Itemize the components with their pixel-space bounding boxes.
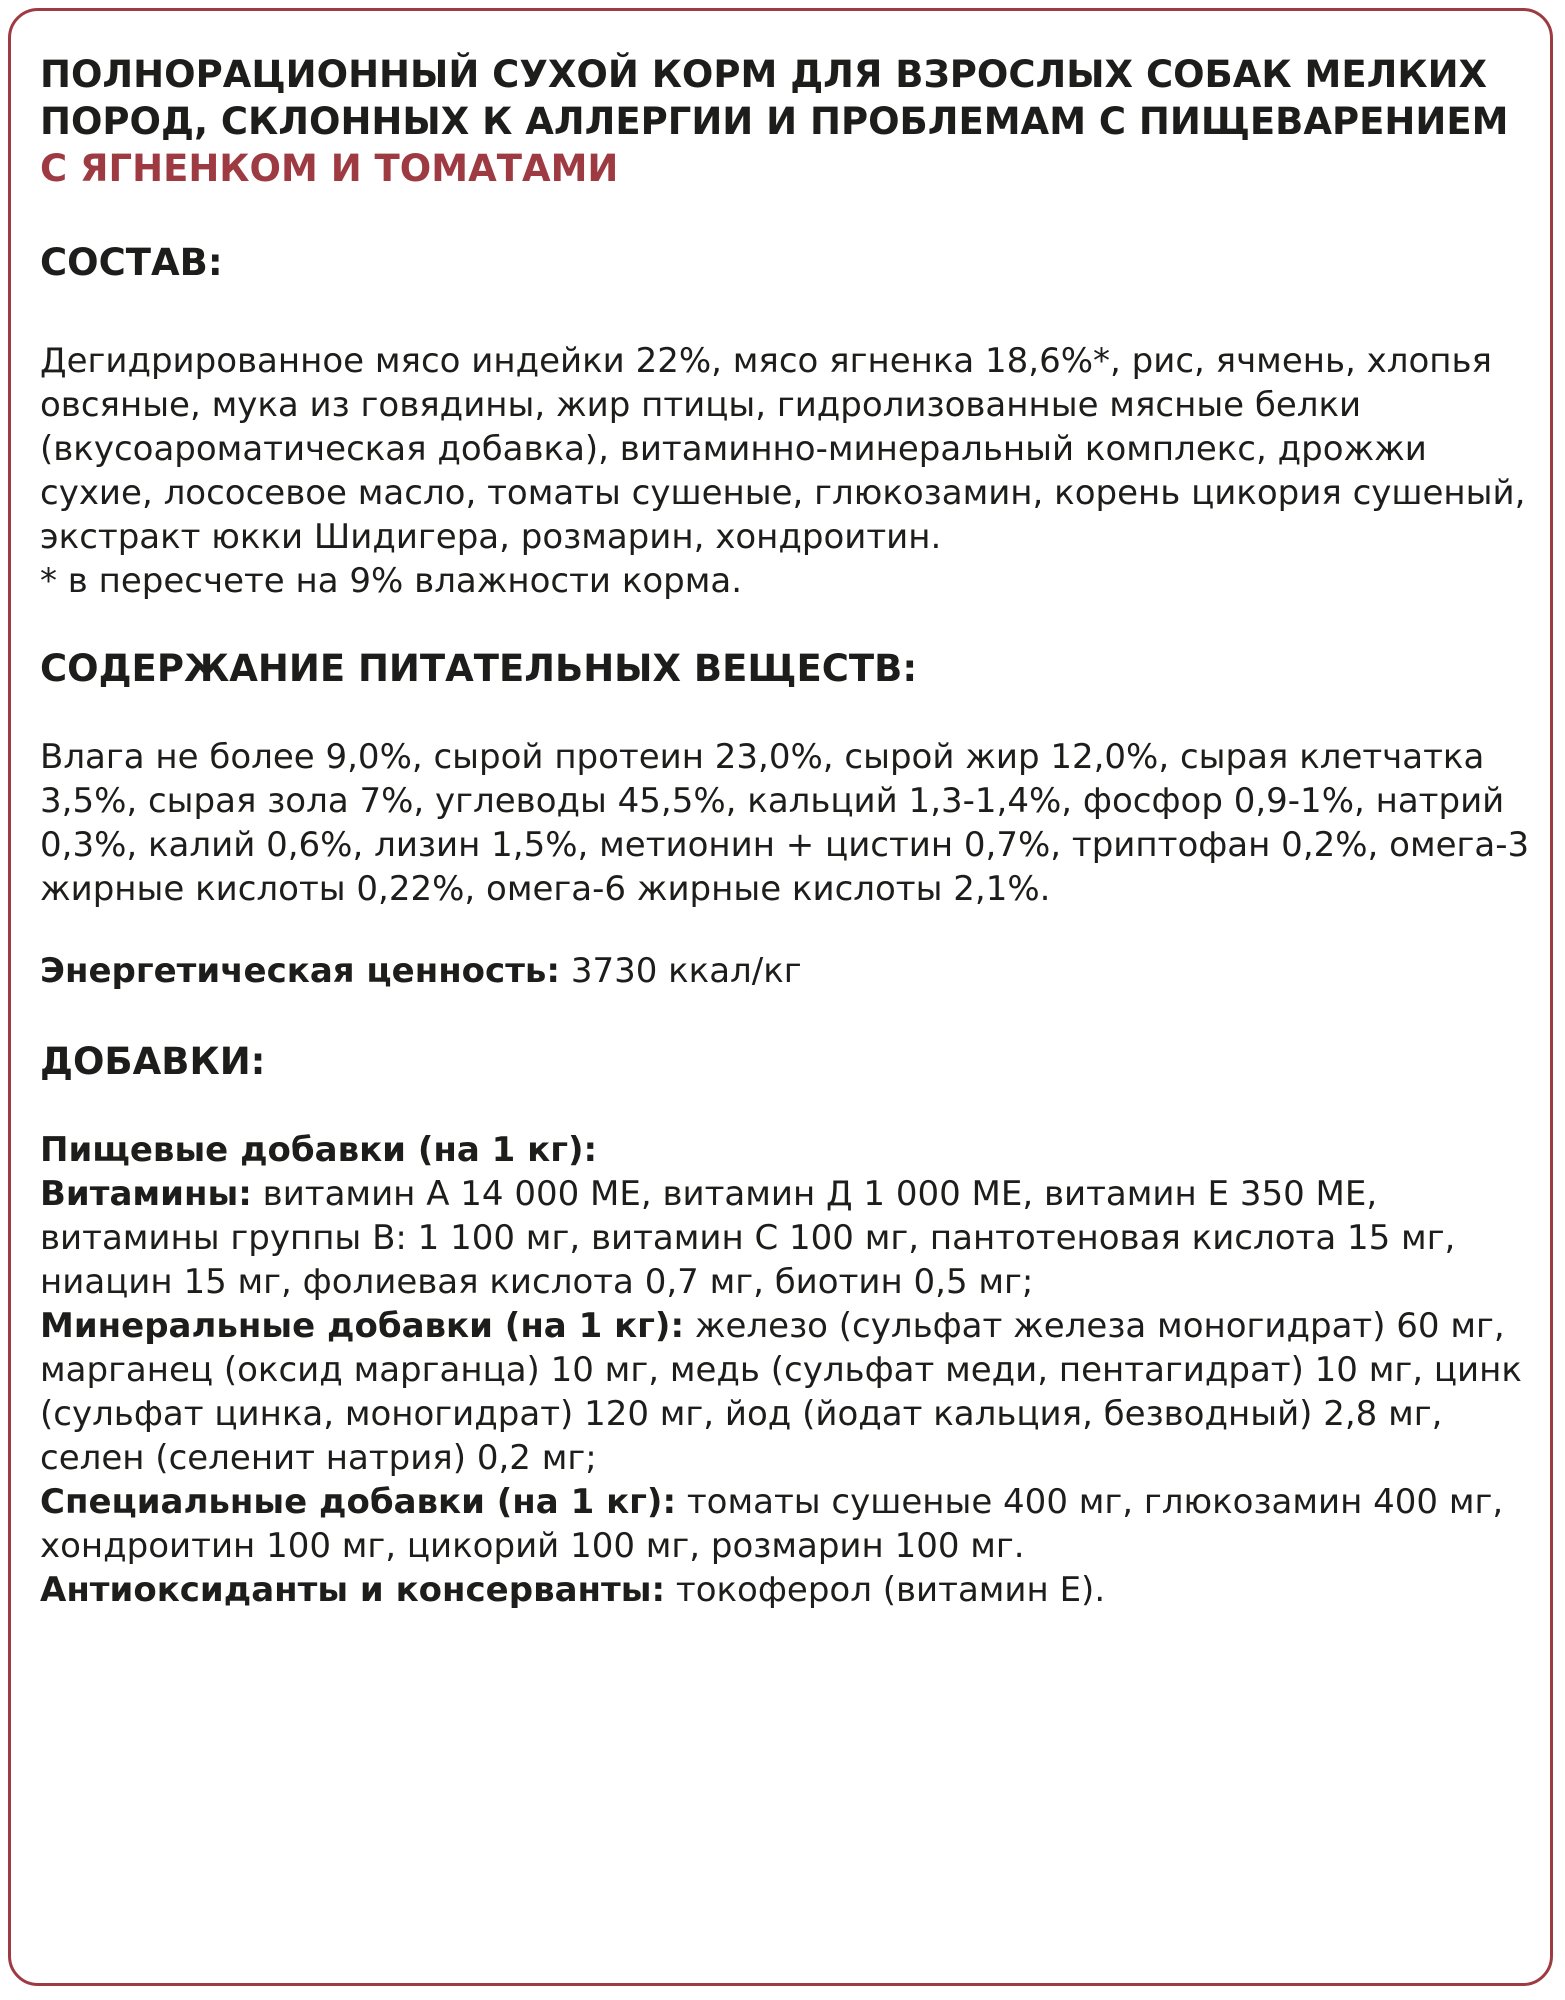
vitamins-paragraph [40, 1172, 1530, 1304]
composition-heading: СОСТАВ: [40, 241, 223, 284]
energy-value: 3730 ккал/кг [570, 951, 802, 991]
special-paragraph [40, 1480, 1530, 1568]
card-content [40, 51, 1530, 1612]
minerals-label: Минеральные добавки (на 1 кг): [40, 1306, 685, 1346]
nutrients-heading: СОДЕРЖАНИЕ ПИТАТЕЛЬНЫХ ВЕЩЕСТВ: [40, 647, 918, 690]
minerals-paragraph [40, 1304, 1530, 1480]
energy-line [40, 949, 1530, 993]
product-subtitle: С ЯГНЕНКОМ И ТОМАТАМИ [40, 147, 619, 190]
energy-label: Энергетическая ценность: [40, 951, 560, 991]
nutrients-text: Влага не более 9,0%, сырой протеин 23,0%, сырой жир 12,0%, сырая клетчатка 3,5%, сырая зола 7%, углеводы 45,5%, кальций 1,3-1,4%, фосфор 0,9-1%, натрий 0,3%, калий 0,6%, лизин 1,5%, метионин + цистин 0,7%, триптофан 0,2%, омега-3 жирные кислоты 0,22%, омега-6 жирные кислоты 2,1%. [40, 737, 1530, 909]
minerals-text: железо (сульфат железа моногидрат) 60 мг, марганец (оксид марганца) 10 мг, медь (сульфат меди, пентагидрат) 10 мг, цинк (сульфат цинка, моногидрат) 120 мг, йод (йодат кальция, безводный) 2,8 мг, селен (селенит натрия) 0,2 мг; [40, 1306, 1522, 1478]
vitamins-text: витамин А 14 000 МЕ, витамин Д 1 000 МЕ, витамин Е 350 МЕ, витамины группы В: 1 100 мг, витамин С 100 мг, пантотеновая кислота 15 мг, ниацин 15 мг, фолиевая кислота 0,7 мг, биотин 0,5 мг; [40, 1174, 1456, 1302]
food-additives-label: Пищевые добавки (на 1 кг): [40, 1130, 598, 1170]
composition-text: Дегидрированное мясо индейки 22%, мясо ягненка 18,6%*, рис, ячмень, хлопья овсяные, мука из говядины, жир птицы, гидролизованные мясные белки (вкусоароматическая добавка), витаминно-минеральный комплекс, дрожжи сухие, лососевое масло, томаты сушеные, глюкозамин, корень цикория сушеный, экстракт юкки Шидигера, розмарин, хондроитин. [40, 341, 1526, 557]
additives-heading: ДОБАВКИ: [40, 1040, 266, 1083]
composition-note: * в пересчете на 9% влажности корма. [40, 561, 743, 601]
special-text: томаты сушеные 400 мг, глюкозамин 400 мг, хондроитин 100 мг, цикорий 100 мг, розмарин 100 мг. [40, 1482, 1504, 1566]
info-card [8, 8, 1553, 1986]
product-title: ПОЛНОРАЦИОННЫЙ СУХОЙ КОРМ ДЛЯ ВЗРОСЛЫХ СОБАК МЕЛКИХ ПОРОД, СКЛОННЫХ К АЛЛЕРГИИ И ПРОБЛЕМАМ С ПИЩЕВАРЕНИЕМ [40, 53, 1509, 143]
antioxidants-paragraph [40, 1568, 1530, 1612]
antioxidants-label: Антиоксиданты и консерванты: [40, 1570, 666, 1610]
antioxidants-text: токоферол (витамин Е). [675, 1570, 1106, 1610]
special-label: Специальные добавки (на 1 кг): [40, 1482, 677, 1522]
vitamins-label: Витамины: [40, 1174, 252, 1214]
